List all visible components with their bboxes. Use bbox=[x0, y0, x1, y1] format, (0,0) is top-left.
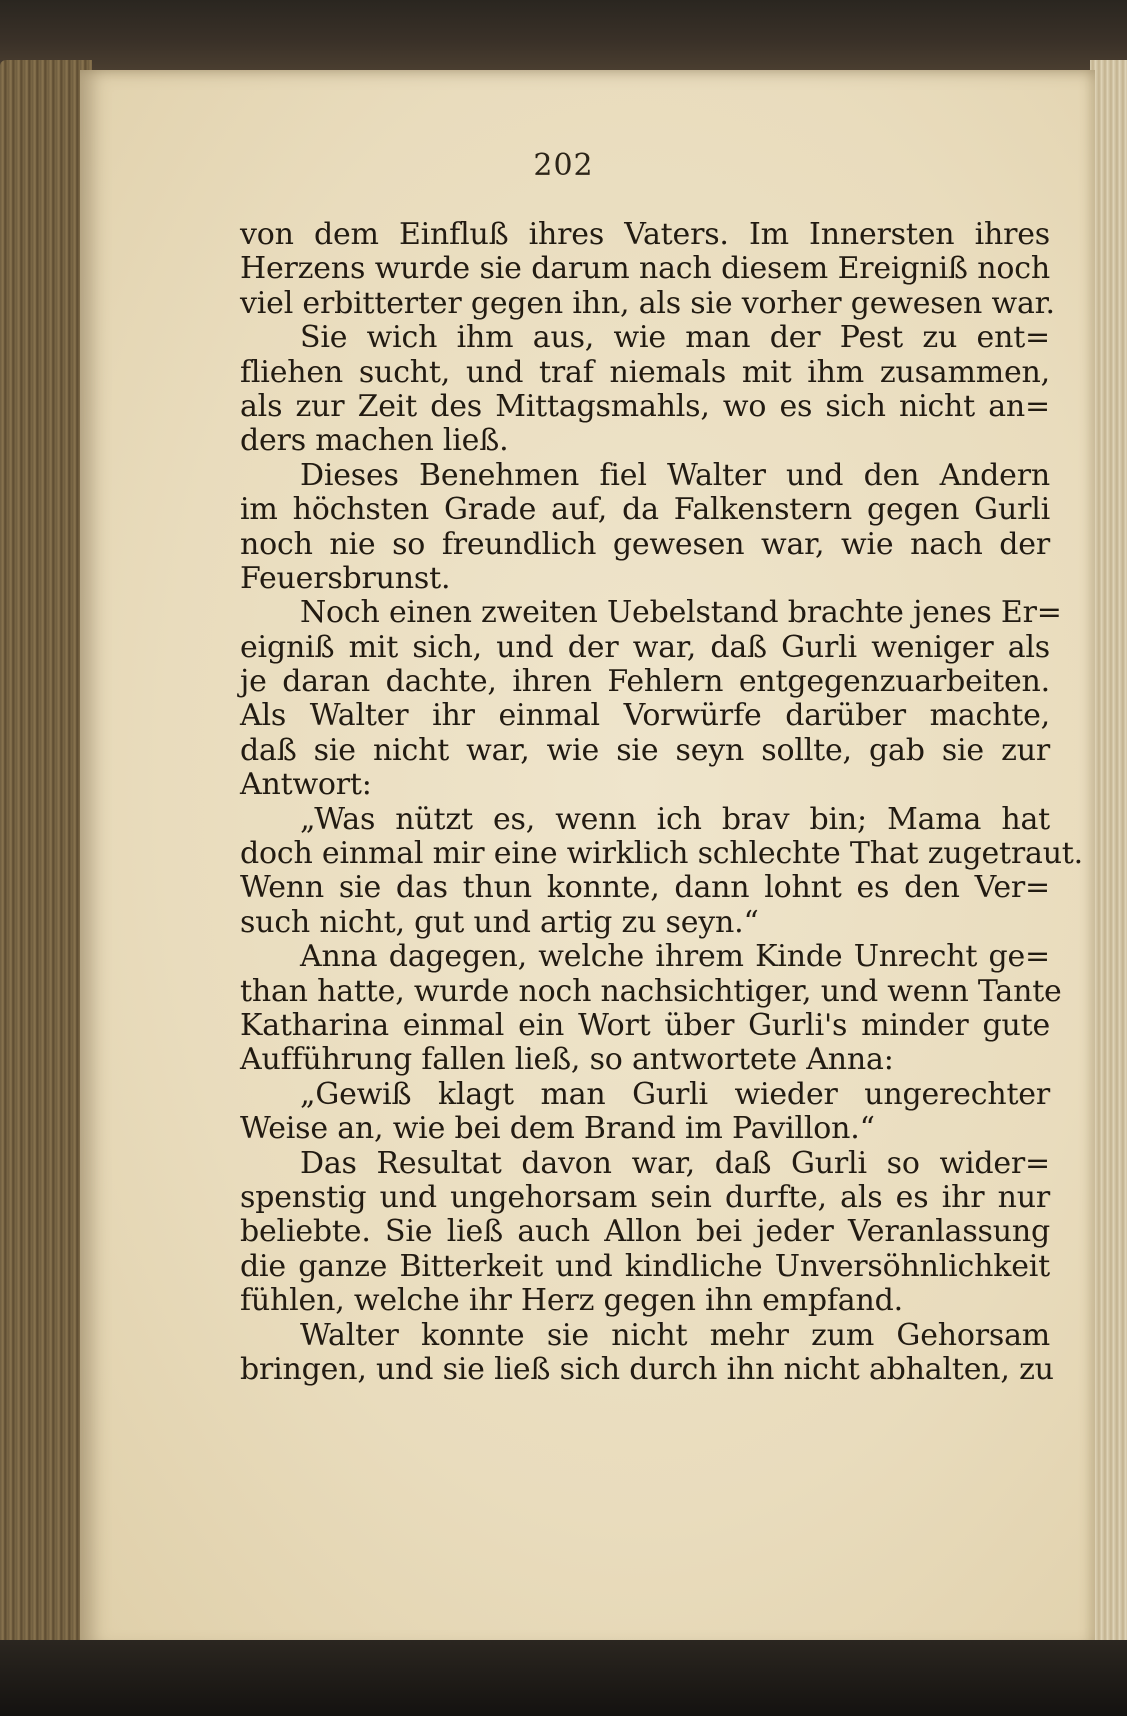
text-line: Antwort: bbox=[240, 767, 372, 803]
text-line: Als Walter ihr einmal Vorwürfe darüber machte, bbox=[240, 698, 1050, 734]
book-page-edges-right bbox=[1090, 60, 1127, 1660]
text-line: Aufführung fallen ließ, so antwortete Anna: bbox=[240, 1042, 894, 1078]
text-line: Wenn sie das thun konnte, dann lohnt es den Ver= bbox=[240, 870, 1050, 906]
text-line: Katharina einmal ein Wort über Gurli's minder gute bbox=[240, 1007, 1050, 1043]
text-line: fühlen, welche ihr Herz gegen ihn empfand. bbox=[240, 1283, 903, 1319]
text-line: Walter konnte sie nicht mehr zum Gehorsam bbox=[300, 1317, 1050, 1353]
text-line: beliebte. Sie ließ auch Allon bei jeder Veranlassung bbox=[240, 1214, 1050, 1250]
text-line: viel erbitterter gegen ihn, als sie vorher gewesen war. bbox=[240, 285, 1055, 321]
body-text bbox=[240, 217, 1084, 1387]
text-line: Weise an, wie bei dem Brand im Pavillon.“ bbox=[240, 1111, 875, 1147]
book-page-edges-left bbox=[0, 60, 92, 1660]
text-line: such nicht, gut und artig zu seyn.“ bbox=[240, 904, 759, 940]
text-line: daß sie nicht war, wie sie seyn sollte, gab sie zur bbox=[240, 732, 1050, 768]
text-line: je daran dachte, ihren Fehlern entgegenzuarbeiten. bbox=[240, 664, 1050, 700]
text-line: als zur Zeit des Mittagsmahls, wo es sich nicht an= bbox=[240, 388, 1050, 424]
text-line: doch einmal mir eine wirklich schlechte That zugetraut. bbox=[240, 836, 1084, 872]
text-line: Feuersbrunst. bbox=[240, 560, 451, 596]
text-line: bringen, und sie ließ sich durch ihn nicht abhalten, zu bbox=[240, 1351, 1054, 1387]
text-line: Sie wich ihm aus, wie man der Pest zu ent= bbox=[300, 320, 1050, 356]
text-line: fliehen sucht, und traf niemals mit ihm zusammen, bbox=[240, 354, 1050, 390]
text-line: ders machen ließ. bbox=[240, 423, 509, 459]
backdrop-bottom bbox=[0, 1640, 1127, 1716]
text-line: Noch einen zweiten Uebelstand brachte jenes Er= bbox=[300, 595, 1062, 631]
text-line: noch nie so freundlich gewesen war, wie nach der bbox=[240, 526, 1050, 562]
backdrop-top bbox=[0, 0, 1127, 70]
text-line: „Gewiß klagt man Gurli wieder ungerechter bbox=[300, 1076, 1050, 1112]
text-line: die ganze Bitterkeit und kindliche Unversöhnlichkeit bbox=[240, 1248, 1050, 1284]
text-line: eigniß mit sich, und der war, daß Gurli weniger als bbox=[240, 629, 1050, 665]
text-line: im höchsten Grade auf, da Falkenstern gegen Gurli bbox=[240, 492, 1050, 528]
page-number: 202 bbox=[533, 148, 594, 183]
text-line: spenstig und ungehorsam sein durfte, als es ihr nur bbox=[240, 1179, 1050, 1215]
text-line: than hatte, wurde noch nachsichtiger, und wenn Tante bbox=[240, 973, 1062, 1009]
text-line: von dem Einfluß ihres Vaters. Im Innersten ihres bbox=[240, 217, 1050, 252]
text-line: Das Resultat davon war, daß Gurli so wider= bbox=[300, 1145, 1050, 1181]
text-line: Herzens wurde sie darum nach diesem Ereigniß noch bbox=[240, 251, 1050, 287]
text-line: Anna dagegen, welche ihrem Kinde Unrecht ge= bbox=[300, 939, 1050, 975]
text-line: Dieses Benehmen fiel Walter und den Andern bbox=[300, 457, 1050, 493]
text-line: „Was nützt es, wenn ich brav bin; Mama hat bbox=[300, 801, 1050, 837]
